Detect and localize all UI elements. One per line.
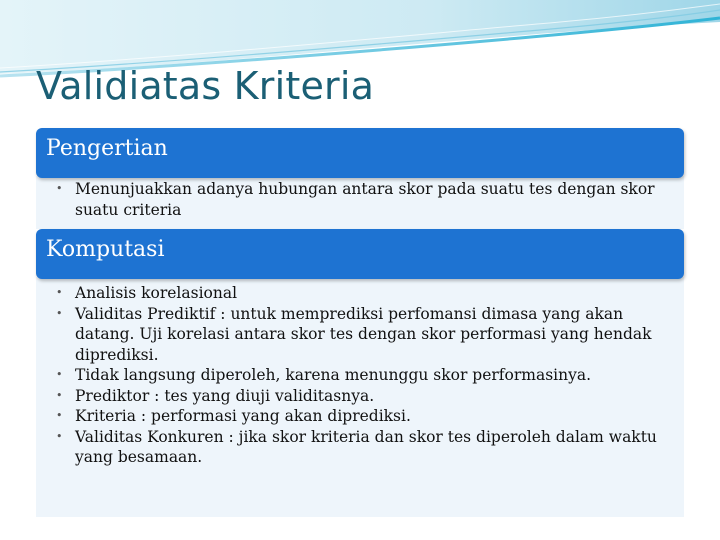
section-header-pengertian bbox=[36, 128, 684, 178]
section-header-label: Pengertian bbox=[46, 136, 168, 161]
bullet-item: • Validitas Konkuren : jika skor kriteria dan skor tes diperoleh dalam waktu yang besamaan. bbox=[48, 427, 680, 468]
bullet-list-pengertian bbox=[48, 179, 680, 220]
bullet-item: • Prediktor : tes yang diuji validitasnya. bbox=[48, 386, 680, 407]
bullet-item: • Menunjuakkan adanya hubungan antara skor pada suatu tes dengan skor suatu criteria bbox=[48, 179, 680, 220]
section-header-komputasi bbox=[36, 229, 684, 279]
section-header-label: Komputasi bbox=[46, 237, 165, 262]
bullet-list-komputasi bbox=[48, 283, 680, 468]
bullet-item: • Tidak langsung diperoleh, karena menunggu skor performasinya. bbox=[48, 365, 680, 386]
slide-title: Validiatas Kriteria bbox=[36, 64, 375, 108]
bullet-item: • Analisis korelasional bbox=[48, 283, 680, 304]
bullet-item: • Validitas Prediktif : untuk memprediksi perfomansi dimasa yang akan datang. Uji korelasi antara skor tes dengan skor performasi yang hendak diprediksi. bbox=[48, 304, 680, 366]
bullet-item: • Kriteria : performasi yang akan diprediksi. bbox=[48, 406, 680, 427]
